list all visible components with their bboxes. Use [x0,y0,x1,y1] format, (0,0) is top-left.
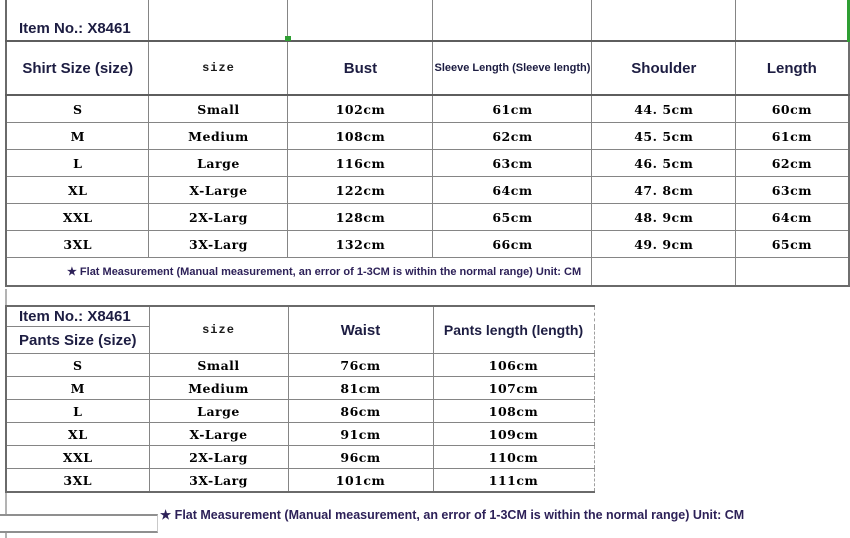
table-cell: 49. 9cm [592,231,736,258]
table-cell: 64cm [433,177,592,204]
table-cell: 61cm [736,123,849,150]
table-row-m [6,377,594,400]
table-cell: 132cm [288,231,433,258]
empty-cell [592,258,736,287]
item-no-row [6,306,594,327]
table-cell: 110cm [433,446,594,469]
table-cell: 91cm [288,423,433,446]
table-cell: X-Large [149,423,288,446]
measurement-note: ★ Flat Measurement (Manual measurement, an error of 1-3CM is within the normal range) Unit: CM [6,258,592,287]
table-cell: 111cm [433,469,594,493]
table-row-3xl [6,231,849,258]
table-cell: L [6,150,149,177]
table-row-xl [6,423,594,446]
table-cell: 2X-Larg [149,204,288,231]
table-cell: 108cm [288,123,433,150]
measurement-note-row [6,258,849,287]
table-cell: M [6,123,149,150]
column-header-pants-length: Pants length (length) [433,306,594,354]
empty-cell [592,0,736,41]
table-cell: 96cm [288,446,433,469]
table-cell: 65cm [736,231,849,258]
table-cell: 3XL [6,469,149,493]
table-cell: 63cm [736,177,849,204]
table-cell: 116cm [288,150,433,177]
table-cell: 45. 5cm [592,123,736,150]
column-header-bust: Bust [288,41,433,95]
empty-cell [736,258,849,287]
table-cell: X-Large [149,177,288,204]
table-row-3xl [6,469,594,493]
table-cell: 106cm [433,354,594,377]
table-cell: S [6,95,149,123]
pants-size-table [5,305,595,493]
table-cell: Small [149,354,288,377]
table-cell: 47. 8cm [592,177,736,204]
table-row-xxl [6,204,849,231]
table-cell: 76cm [288,354,433,377]
table-row-s [6,354,594,377]
shirt-header-row [6,41,849,95]
measurement-note: ★ Flat Measurement (Manual measurement, an error of 1-3CM is within the normal range) Unit: CM [160,508,745,522]
table-cell: 3X-Larg [149,231,288,258]
table-cell: XXL [6,204,149,231]
table-cell: L [6,400,149,423]
table-cell: S [6,354,149,377]
table-cell: 3X-Larg [149,469,288,493]
table-cell: Small [149,95,288,123]
empty-cell-selected [736,0,849,41]
table-cell: 61cm [433,95,592,123]
item-no-label: Item No.: X8461 [6,0,149,41]
table-cell: 62cm [433,123,592,150]
table-cell: Medium [149,377,288,400]
table-cell: 108cm [433,400,594,423]
table-cell: XL [6,423,149,446]
column-header-shoulder: Shoulder [592,41,736,95]
table-cell: 62cm [736,150,849,177]
column-header-size: size [149,306,288,354]
table-cell: 128cm [288,204,433,231]
column-header-length: Length [736,41,849,95]
table-cell: 107cm [433,377,594,400]
table-cell: 60cm [736,95,849,123]
table-cell: M [6,377,149,400]
table-cell: 2X-Larg [149,446,288,469]
column-header-pants-size: Pants Size (size) [6,327,149,354]
empty-cell [288,0,433,41]
table-cell: 44. 5cm [592,95,736,123]
table-cell: Large [149,400,288,423]
item-no-label: Item No.: X8461 [6,306,149,327]
table-cell: 46. 5cm [592,150,736,177]
shirt-size-table [5,0,850,287]
table-cell: 66cm [433,231,592,258]
column-header-sleeve-length: Sleeve Length (Sleeve length) [433,41,592,95]
table-cell: XL [6,177,149,204]
table-cell: 3XL [6,231,149,258]
table-row-l [6,150,849,177]
empty-cell-fragment [0,514,158,533]
table-cell: 63cm [433,150,592,177]
table-row-m [6,123,849,150]
table-cell: 48. 9cm [592,204,736,231]
table-cell: 81cm [288,377,433,400]
table-cell: 101cm [288,469,433,493]
item-no-row [6,0,849,41]
table-cell: Medium [149,123,288,150]
table-row-xl [6,177,849,204]
empty-cell [149,0,288,41]
table-cell: Large [149,150,288,177]
table-row-xxl [6,446,594,469]
column-header-shirt-size: Shirt Size (size) [6,41,149,95]
table-row-s [6,95,849,123]
table-cell: 64cm [736,204,849,231]
table-cell: XXL [6,446,149,469]
table-cell: 102cm [288,95,433,123]
table-cell: 65cm [433,204,592,231]
column-header-waist: Waist [288,306,433,354]
table-cell: 122cm [288,177,433,204]
table-row-l [6,400,594,423]
table-cell: 109cm [433,423,594,446]
cell-selection-marker [285,36,291,41]
empty-cell [433,0,592,41]
column-header-size: size [149,41,288,95]
table-cell: 86cm [288,400,433,423]
